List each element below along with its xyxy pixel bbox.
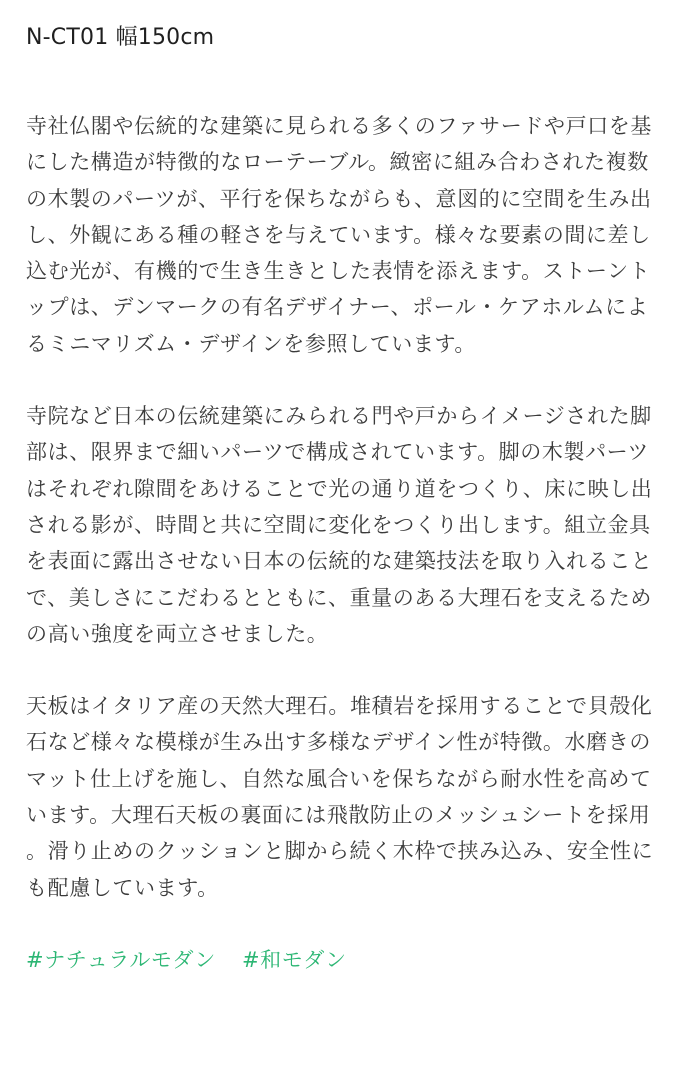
tag-list [26, 942, 662, 978]
product-description-page [26, 0, 662, 978]
description-paragraph-tabletop: 天板はイタリア産の天然大理石。堆積岩を採用することで貝殻化石など様々な模様が生み出す多様なデザイン性が特徴。水磨きのマット仕上げを施し、自然な風合いを保ちながら耐水性を高めています。大理石天板の裏面には飛散防止のメッシュシートを採用。滑り止めのクッションと脚から続く木枠で挟み込み、安全性にも配慮しています。 [26, 694, 654, 900]
product-title: N-CT01 幅150cm [26, 25, 215, 50]
tag-japanese-modern-link[interactable]: #和モダン [241, 947, 347, 972]
tag-natural-modern-link[interactable]: #ナチュラルモダン [26, 947, 216, 972]
description-paragraph-structure: 寺社仏閣や伝統的な建築に見られる多くのファサードや戸口を基にした構造が特徴的なローテーブル。緻密に組み合わされた複数の木製のパーツが、平行を保ちながらも、意図的に空間を生み出し、外観にある種の軽さを与えています。様々な要素の間に差し込む光が、有機的で生き生きとした表情を添えます。ストーントップは、デンマークの有名デザイナー、ポール・ケアホルムによるミニマリズム・デザインを参照しています。 [26, 114, 652, 356]
description-paragraph-legs: 寺院など日本の伝統建築にみられる門や戸からイメージされた脚部は、限界まで細いパーツで構成されています。脚の木製パーツはそれぞれ隙間をあけることで光の通り道をつくり、床に映し出される影が、時間と共に空間に変化をつくり出します。組立金具を表面に露出させない日本の伝統的な建築技法を取り入れることで、美しさにこだわるとともに、重量のある大理石を支えるための高い強度を両立させました。 [26, 404, 653, 646]
